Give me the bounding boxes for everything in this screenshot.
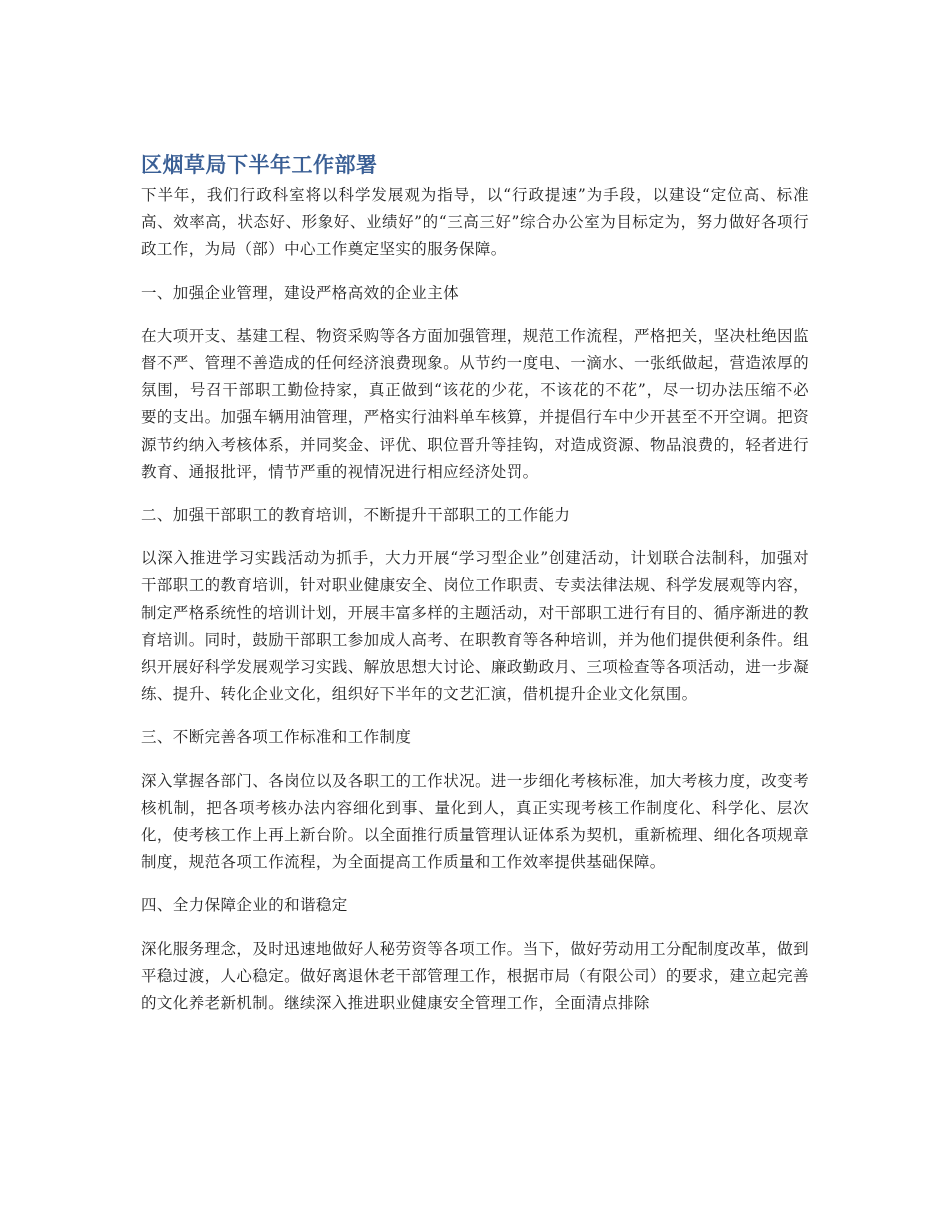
section-3-heading: 三、不断完善各项工作标准和工作制度 (141, 728, 412, 747)
section-1-heading: 一、加强企业管理，建设严格高效的企业主体 (141, 283, 460, 302)
document-title: 区烟草局下半年工作部署 (141, 153, 378, 177)
section-2-heading: 二、加强干部职工的教育培训，不断提升干部职工的工作能力 (141, 506, 571, 525)
section-3-body: 深入掌握各部门、各岗位以及各职工的工作状况。进一步细化考核标准，加大考核力度，改变考核机制，把各项考核办法内容细化到事、量化到人，真正实现考核工作制度化、科学化、层次化，使考核工作上再上新台阶。以全面推行质量管理认证体系为契机，重新梳理、细化各项规章制度，规范各项工作流程，为全面提高工作质量和工作效率提供基础保障。 (141, 771, 809, 872)
document-page (141, 150, 809, 1033)
section-4-body: 深化服务理念，及时迅速地做好人秘劳资等各项工作。当下，做好劳动用工分配制度改革，做到平稳过渡，人心稳定。做好离退休老干部管理工作，根据市局（有限公司）的要求，建立起完善的文化养老新机制。继续深入推进职业健康安全管理工作，全面清点排除 (141, 939, 809, 1013)
intro-paragraph: 下半年，我们行政科室将以科学发展观为指导，以“行政提速”为手段，以建设“定位高、标准高、效率高，状态好、形象好、业绩好”的“三高三好”综合办公室为目标定为，努力做好各项行政工作，为局（部）中心工作奠定坚实的服务保障。 (141, 186, 809, 259)
section-1-body: 在大项开支、基建工程、物资采购等各方面加强管理，规范工作流程，严格把关，坚决杜绝因监督不严、管理不善造成的任何经济浪费现象。从节约一度电、一滴水、一张纸做起，营造浓厚的氛围，号召干部职工勤俭持家，真正做到“该花的少花，不该花的不花”，尽一切办法压缩不必要的支出。加强车辆用油管理，严格实行油料单车核算，并提倡行车中少开甚至不开空调。把资源节约纳入考核体系，并同奖金、评优、职位晋升等挂钩，对造成资源、物品浪费的，轻者进行教育、通报批评，情节严重的视情况进行相应经济处罚。 (141, 326, 809, 481)
section-4-heading: 四、全力保障企业的和谐稳定 (141, 896, 348, 915)
section-2-body: 以深入推进学习实践活动为抓手，大力开展“学习型企业”创建活动，计划联合法制科，加强对干部职工的教育培训，针对职业健康安全、岗位工作职责、专卖法律法规、科学发展观等内容，制定严格系统性的培训计划，开展丰富多样的主题活动，对干部职工进行有目的、循序渐进的教育培训。同时，鼓励干部职工参加成人高考、在职教育等各种培训，并为他们提供便利条件。组织开展好科学发展观学习实践、解放思想大讨论、廉政勤政月、三项检查等各项活动，进一步凝练、提升、转化企业文化，组织好下半年的文艺汇演，借机提升企业文化氛围。 (141, 549, 809, 704)
